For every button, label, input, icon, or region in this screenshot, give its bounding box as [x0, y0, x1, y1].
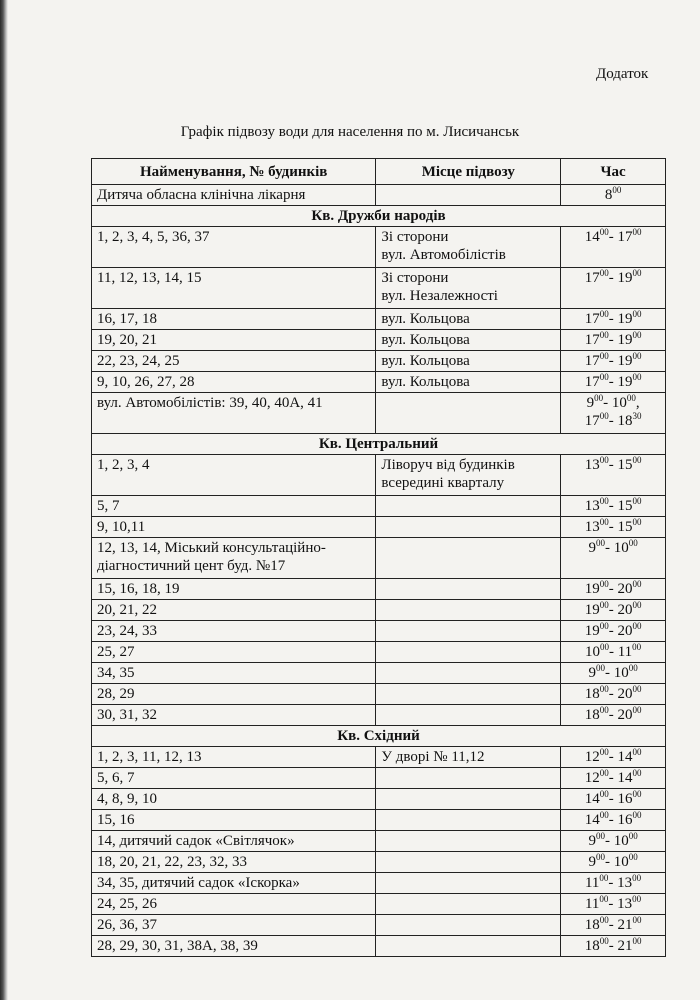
cell-time: $9^{00}-$ $10^{00}$ [561, 852, 666, 873]
cell-buildings: Дитяча обласна клінічна лікарня [92, 185, 376, 206]
cell-place [376, 684, 561, 705]
cell-buildings: 1, 2, 3, 4 [92, 455, 376, 496]
cell-time [561, 185, 666, 206]
time-start-hour: 13 [584, 457, 600, 473]
time-end-minutes: 00 [632, 455, 642, 465]
time-start-minutes: 00 [599, 768, 609, 778]
cell-place [376, 185, 561, 206]
time-end-hour: 10 [613, 540, 629, 556]
cell-buildings: 23, 24, 33 [92, 621, 376, 642]
time-end-minutes: 00 [632, 330, 642, 340]
header-buildings: Найменування, № будинків [92, 159, 376, 185]
cell-time: $14^{00}-$ $16^{00}$ [561, 789, 666, 810]
time-start-hour: 17 [584, 374, 600, 390]
cell-buildings: 22, 23, 24, 25 [92, 351, 376, 372]
cell-place [376, 831, 561, 852]
cell-place [376, 393, 561, 434]
cell-place [376, 496, 561, 517]
time-start-hour: 18 [584, 917, 600, 933]
cell-buildings: 4, 8, 9, 10 [92, 789, 376, 810]
cell-buildings: 1, 2, 3, 4, 5, 36, 37 [92, 227, 376, 268]
place-line-2: вул. Автомобілістів [381, 247, 506, 263]
cell-place: вул. Кольцова [376, 372, 561, 393]
cell-place [376, 538, 561, 579]
time-start-minutes: 00 [599, 642, 609, 652]
time-end-minutes: 00 [632, 579, 642, 589]
time-hour: 8 [604, 187, 613, 203]
table-row [92, 810, 666, 831]
table-row [92, 227, 666, 268]
cell-buildings: 9, 10, 26, 27, 28 [92, 372, 376, 393]
table-row [92, 351, 666, 372]
cell-time: $13^{00}-$ $15^{00}$ [561, 517, 666, 538]
cell-time: $11^{00}-$ $13^{00}$ [561, 873, 666, 894]
water-schedule-table [91, 158, 666, 957]
time-end-minutes: 30 [632, 411, 642, 421]
time-end-hour: 21 [617, 938, 633, 954]
section-row [92, 726, 666, 747]
time-end-minutes: 00 [632, 517, 642, 527]
cell-place [376, 810, 561, 831]
time-end-hour: 13 [617, 875, 633, 891]
time-start-hour: 19 [584, 581, 600, 597]
time-start-hour: 17 [584, 270, 600, 286]
cell-buildings: вул. Автомобілістів: 39, 40, 40А, 41 [92, 393, 376, 434]
time-start-minutes: 00 [599, 268, 609, 278]
cell-time: $18^{00}-$ $20^{00}$ [561, 705, 666, 726]
buildings-line-2: діагностичний цент буд. №17 [97, 558, 286, 574]
time-start-minutes: 00 [599, 621, 609, 631]
time-start-minutes: 00 [599, 747, 609, 757]
place-line-1: Ліворуч від будинків [381, 457, 515, 473]
cell-buildings: 15, 16, 18, 19 [92, 579, 376, 600]
cell-time: $10^{00}-$ $11^{00}$ [561, 642, 666, 663]
time-end-minutes: 00 [632, 642, 642, 652]
time-end-minutes: 00 [632, 268, 642, 278]
time-end-hour: 16 [617, 812, 633, 828]
cell-buildings: 5, 6, 7 [92, 768, 376, 789]
place-line-1: Зі сторони [381, 229, 449, 245]
cell-place [376, 789, 561, 810]
cell-buildings: 26, 36, 37 [92, 915, 376, 936]
time-start-minutes: 00 [595, 831, 605, 841]
time-start-hour: 11 [584, 896, 600, 912]
cell-place [376, 705, 561, 726]
time-start-minutes: 00 [599, 894, 609, 904]
time-end-hour: 11 [617, 644, 633, 660]
table-row [92, 663, 666, 684]
time-start-hour: 10 [584, 644, 600, 660]
table-row [92, 768, 666, 789]
time-start-hour: 17 [584, 311, 600, 327]
table-row [92, 330, 666, 351]
cell-time: $18^{00}-$ $21^{00}$ [561, 915, 666, 936]
cell-time: $17^{00}-$ $19^{00}$ [561, 351, 666, 372]
table-row [92, 915, 666, 936]
time-start-minutes: 00 [599, 411, 609, 421]
time-start-minutes: 00 [599, 915, 609, 925]
time-start-hour: 12 [584, 770, 600, 786]
time-start-minutes: 00 [595, 663, 605, 673]
document-title: Графік підвозу води для населення по м. Лисичанськ [180, 124, 520, 140]
time-end-hour: 19 [617, 353, 633, 369]
table-row [92, 600, 666, 621]
cell-time: $9^{00}-$ $10^{00}$, $17^{00}-$ $18^{30}$ [561, 393, 666, 434]
header-place: Місце підвозу [376, 159, 561, 185]
time-start-minutes: 00 [599, 705, 609, 715]
time-end-hour: 20 [617, 686, 633, 702]
table-row [92, 642, 666, 663]
cell-place [376, 642, 561, 663]
time-start-minutes: 00 [599, 517, 609, 527]
time-start-minutes: 00 [599, 309, 609, 319]
time-start-minutes: 00 [599, 789, 609, 799]
time-start-hour: 13 [584, 498, 600, 514]
time-end-hour: 20 [617, 623, 633, 639]
cell-place [376, 852, 561, 873]
time-start-hour: 11 [584, 875, 600, 891]
cell-place [376, 768, 561, 789]
time-start-minutes: 00 [599, 873, 609, 883]
table-row [92, 309, 666, 330]
time-end-hour: 21 [617, 917, 633, 933]
cell-time: $18^{00}-$ $21^{00}$ [561, 936, 666, 957]
time-end-hour: 10 [613, 833, 629, 849]
time-end-hour: 20 [617, 602, 633, 618]
time-end-hour: 15 [617, 519, 633, 535]
time-end-hour: 20 [617, 707, 633, 723]
cell-time: $19^{00}-$ $20^{00}$ [561, 621, 666, 642]
cell-place [376, 600, 561, 621]
time-end-minutes: 00 [632, 684, 642, 694]
time-end-minutes: 00 [626, 393, 636, 403]
time-end-minutes: 00 [632, 372, 642, 382]
cell-place [376, 873, 561, 894]
cell-buildings: 30, 31, 32 [92, 705, 376, 726]
cell-time: $13^{00}-$ $15^{00}$ [561, 496, 666, 517]
time-end-minutes: 00 [632, 936, 642, 946]
time-end-minutes: 00 [628, 663, 638, 673]
time-end-minutes: 00 [632, 789, 642, 799]
time-end-hour: 10 [611, 395, 627, 411]
time-end-minutes: 00 [632, 621, 642, 631]
time-end-hour: 17 [617, 229, 633, 245]
cell-time: $13^{00}-$ $15^{00}$ [561, 455, 666, 496]
time-end-hour: 10 [613, 854, 629, 870]
cell-buildings: 19, 20, 21 [92, 330, 376, 351]
time-start-minutes: 00 [599, 936, 609, 946]
time-start-minutes: 00 [594, 393, 604, 403]
cell-place [376, 663, 561, 684]
time-start-minutes: 00 [599, 372, 609, 382]
time-start-hour: 19 [584, 623, 600, 639]
time-start-hour: 18 [584, 686, 600, 702]
table-row [92, 684, 666, 705]
cell-place [376, 621, 561, 642]
cell-place [376, 915, 561, 936]
time-start-minutes: 00 [599, 600, 609, 610]
cell-buildings: 1, 2, 3, 11, 12, 13 [92, 747, 376, 768]
time-minutes: 00 [612, 185, 622, 195]
cell-place: вул. Кольцова [376, 351, 561, 372]
cell-buildings: 15, 16 [92, 810, 376, 831]
time-start-hour: 14 [584, 791, 600, 807]
cell-time: $9^{00}-$ $10^{00}$ [561, 663, 666, 684]
table-row [92, 873, 666, 894]
time-end-minutes: 00 [632, 309, 642, 319]
table-row [92, 621, 666, 642]
cell-time: $12^{00}-$ $14^{00}$ [561, 747, 666, 768]
cell-place: вул. Кольцова [376, 309, 561, 330]
time-start-hour: 9 [588, 665, 596, 681]
table-row [92, 705, 666, 726]
table-row [92, 747, 666, 768]
cell-time: $9^{00}-$ $10^{00}$ [561, 538, 666, 579]
time-end-minutes: 00 [632, 768, 642, 778]
section-row [92, 206, 666, 227]
cell-place: У дворі № 11,12 [376, 747, 561, 768]
time-end-hour: 14 [617, 749, 633, 765]
scanned-page-edge [0, 0, 8, 1000]
time-end-hour: 19 [617, 332, 633, 348]
cell-buildings: 11, 12, 13, 14, 15 [92, 268, 376, 309]
cell-time: $17^{00}-$ $19^{00}$ [561, 330, 666, 351]
cell-buildings: 34, 35 [92, 663, 376, 684]
time-end-minutes: 00 [628, 831, 638, 841]
time-start-hour: 13 [584, 519, 600, 535]
cell-time: $12^{00}-$ $14^{00}$ [561, 768, 666, 789]
time-start-minutes: 00 [599, 351, 609, 361]
cell-time: $11^{00}-$ $13^{00}$ [561, 894, 666, 915]
time-end-minutes: 00 [632, 351, 642, 361]
cell-buildings: 14, дитячий садок «Світлячок» [92, 831, 376, 852]
cell-time: $14^{00}-$ $16^{00}$ [561, 810, 666, 831]
table-row [92, 579, 666, 600]
time-start-hour: 18 [584, 938, 600, 954]
section-title: Кв. Центральний [92, 434, 666, 455]
cell-time: $17^{00}-$ $19^{00}$ [561, 268, 666, 309]
cell-place [376, 268, 561, 309]
cell-buildings: 28, 29 [92, 684, 376, 705]
table-row [92, 894, 666, 915]
cell-place [376, 579, 561, 600]
time-start-minutes: 00 [595, 852, 605, 862]
table-row [92, 455, 666, 496]
time-start-minutes: 00 [599, 579, 609, 589]
cell-buildings: 9, 10,11 [92, 517, 376, 538]
table-row [92, 268, 666, 309]
table-row [92, 185, 666, 206]
table-body [92, 185, 666, 957]
time-end-hour: 19 [617, 270, 633, 286]
table-row [92, 538, 666, 579]
cell-buildings [92, 538, 376, 579]
cell-place [376, 936, 561, 957]
cell-time: $19^{00}-$ $20^{00}$ [561, 600, 666, 621]
time-end-minutes: 00 [632, 810, 642, 820]
place-line-2: всередині кварталу [381, 475, 505, 491]
cell-place [376, 517, 561, 538]
cell-place [376, 227, 561, 268]
cell-buildings: 25, 27 [92, 642, 376, 663]
cell-time: $17^{00}-$ $19^{00}$ [561, 309, 666, 330]
time-end-hour: 19 [617, 311, 633, 327]
table-row [92, 393, 666, 434]
time-start-hour: 9 [588, 833, 596, 849]
time-end-hour: 15 [617, 457, 633, 473]
time-start-minutes: 00 [599, 455, 609, 465]
table-row [92, 496, 666, 517]
time-start-hour: 19 [584, 602, 600, 618]
time-end-hour: 14 [617, 770, 633, 786]
time-start-minutes: 00 [599, 496, 609, 506]
time-end-minutes: 00 [632, 227, 642, 237]
place-line-2: вул. Незалежності [381, 288, 498, 304]
time-end-hour: 16 [617, 791, 633, 807]
time-end-minutes: 00 [632, 496, 642, 506]
time-start-hour: 18 [584, 707, 600, 723]
table-row [92, 852, 666, 873]
table-row [92, 372, 666, 393]
time-end-hour: 19 [617, 374, 633, 390]
time-end-minutes: 00 [632, 600, 642, 610]
cell-time: $17^{00}-$ $19^{00}$ [561, 372, 666, 393]
time-start-hour: 17 [584, 332, 600, 348]
time-start-hour: 9 [586, 395, 595, 411]
place-line-1: Зі сторони [381, 270, 449, 286]
cell-time: $19^{00}-$ $20^{00}$ [561, 579, 666, 600]
cell-time: $14^{00}-$ $17^{00}$ [561, 227, 666, 268]
cell-buildings: 16, 17, 18 [92, 309, 376, 330]
table-row [92, 936, 666, 957]
cell-buildings: 24, 25, 26 [92, 894, 376, 915]
cell-buildings: 18, 20, 21, 22, 23, 32, 33 [92, 852, 376, 873]
cell-time: $18^{00}-$ $20^{00}$ [561, 684, 666, 705]
time-end-hour: 15 [617, 498, 633, 514]
time-start-hour: 9 [588, 540, 596, 556]
cell-buildings: 34, 35, дитячий садок «Іскорка» [92, 873, 376, 894]
time-start-hour: 17 [584, 413, 600, 429]
time-start-minutes: 00 [599, 810, 609, 820]
time-end-minutes: 00 [632, 915, 642, 925]
time-start-minutes: 00 [595, 538, 605, 548]
time-start-hour: 12 [584, 749, 600, 765]
header-time: Час [561, 159, 666, 185]
time-start-minutes: 00 [599, 330, 609, 340]
time-start-hour: 14 [584, 229, 600, 245]
cell-time: $9^{00}-$ $10^{00}$ [561, 831, 666, 852]
time-end-minutes: 00 [632, 873, 642, 883]
table-row [92, 517, 666, 538]
buildings-line-1: 12, 13, 14, Міський консультаційно- [97, 540, 326, 556]
time-end-hour: 18 [617, 413, 633, 429]
time-end-minutes: 00 [632, 747, 642, 757]
time-start-hour: 17 [584, 353, 600, 369]
cell-place [376, 894, 561, 915]
cell-buildings: 28, 29, 30, 31, 38А, 38, 39 [92, 936, 376, 957]
section-title: Кв. Східний [92, 726, 666, 747]
section-row [92, 434, 666, 455]
time-end-minutes: 00 [632, 894, 642, 904]
time-end-minutes: 00 [628, 852, 638, 862]
time-start-minutes: 00 [599, 227, 609, 237]
cell-place: вул. Кольцова [376, 330, 561, 351]
table-row [92, 831, 666, 852]
time-end-hour: 13 [617, 896, 633, 912]
table-row [92, 789, 666, 810]
time-end-hour: 20 [617, 581, 633, 597]
time-end-hour: 10 [613, 665, 629, 681]
time-end-minutes: 00 [632, 705, 642, 715]
time-end-minutes: 00 [628, 538, 638, 548]
time-start-minutes: 00 [599, 684, 609, 694]
time-start-hour: 14 [584, 812, 600, 828]
cell-buildings: 5, 7 [92, 496, 376, 517]
time-start-hour: 9 [588, 854, 596, 870]
cell-buildings: 20, 21, 22 [92, 600, 376, 621]
annex-label: Додаток [596, 66, 649, 82]
cell-place [376, 455, 561, 496]
section-title: Кв. Дружби народів [92, 206, 666, 227]
